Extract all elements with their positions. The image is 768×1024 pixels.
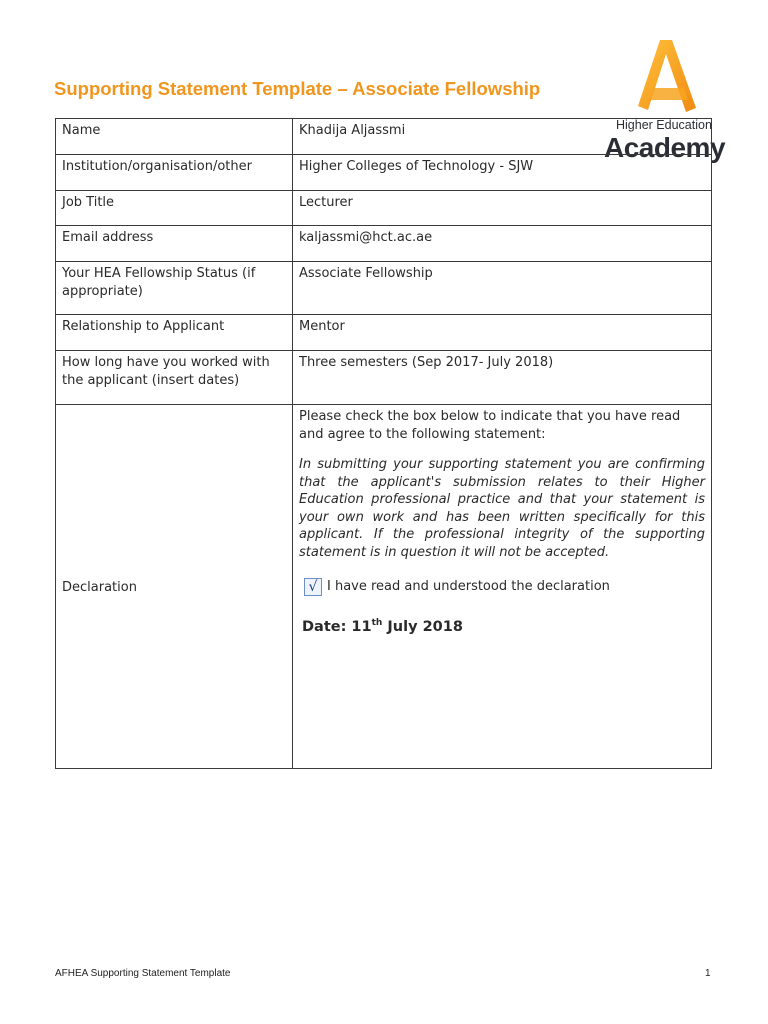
date-prefix: Date: 11 xyxy=(302,618,372,635)
fellowship-status-value: Associate Fellowship xyxy=(293,262,712,315)
institution-label: Institution/organisation/other xyxy=(56,155,293,191)
email-value: kaljassmi@hct.ac.ae xyxy=(293,226,712,262)
table-row xyxy=(56,226,712,262)
relationship-label: Relationship to Applicant xyxy=(56,315,293,351)
declaration-checkbox[interactable]: √ xyxy=(304,578,322,596)
table-row xyxy=(56,262,712,315)
date-ordinal-suffix: th xyxy=(371,617,383,628)
hea-logo-icon xyxy=(632,34,718,116)
declaration-checkbox-label: I have read and understood the declaration xyxy=(327,578,610,594)
date-month-year: July 2018 xyxy=(382,618,463,635)
document-title: Supporting Statement Template – Associate Fellowship xyxy=(54,78,541,99)
declaration-cell xyxy=(293,405,712,769)
email-label: Email address xyxy=(56,226,293,262)
logo-text-higher-education: Higher Education xyxy=(616,118,712,132)
table-row xyxy=(56,119,712,155)
relationship-value: Mentor xyxy=(293,315,712,351)
job-title-value: Lecturer xyxy=(293,191,712,226)
footer-template-name: AFHEA Supporting Statement Template xyxy=(55,968,231,979)
table-row xyxy=(56,405,712,769)
page-number: 1 xyxy=(705,968,711,979)
name-value: Khadija Aljassmi xyxy=(293,119,712,155)
duration-value: Three semesters (Sep 2017- July 2018) xyxy=(293,351,712,405)
job-title-label: Job Title xyxy=(56,191,293,226)
declaration-instruction: Please check the box below to indicate that you have read and agree to the following statement: xyxy=(299,409,681,442)
supporting-statement-table xyxy=(55,118,712,769)
table-row xyxy=(56,155,712,191)
duration-label: How long have you worked with the applicant (insert dates) xyxy=(56,351,293,405)
declaration-statement: In submitting your supporting statement you are confirming that the applicant's submission relates to their Higher Education professional practice and that your statement is your own work and has been written specifically for this applicant. If the professional integrity of the supporting statement is in question it will not be accepted. xyxy=(299,457,705,560)
institution-value: Higher Colleges of Technology - SJW xyxy=(293,155,712,191)
declaration-checkbox-row xyxy=(299,578,705,596)
logo-text-academy: Academy xyxy=(604,132,726,163)
table-row xyxy=(56,315,712,351)
table-row xyxy=(56,191,712,226)
table-row xyxy=(56,351,712,405)
declaration-date xyxy=(299,614,705,636)
declaration-label: Declaration xyxy=(56,405,293,769)
fellowship-status-label: Your HEA Fellowship Status (if appropriate) xyxy=(56,262,293,315)
name-label: Name xyxy=(56,119,293,155)
